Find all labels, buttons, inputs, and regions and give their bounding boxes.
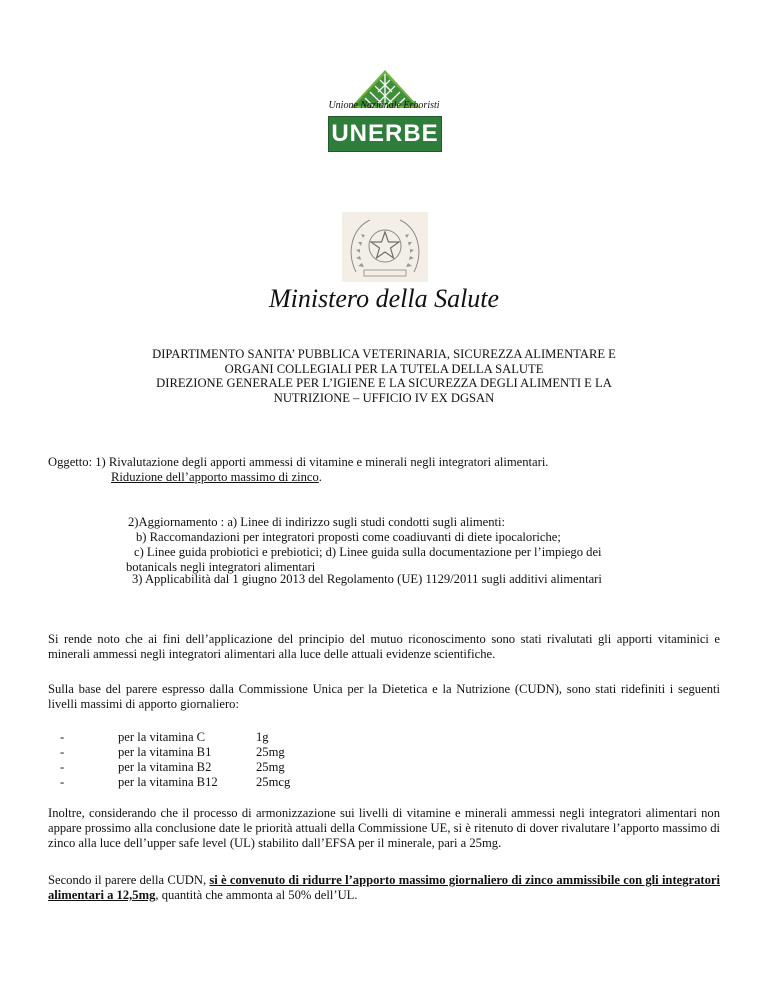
- subject-item-2-line: 2)Aggiornamento : a) Linee di indirizzo sugli studi condotti sugli alimenti:: [128, 515, 506, 529]
- department-line: ORGANI COLLEGIALI PER LA TUTELA DELLA SALUTE: [224, 361, 544, 376]
- vitamin-row: - per la vitamina C 1g: [60, 730, 316, 745]
- logo-caption: Unione Nazionale Erboristi: [328, 100, 440, 111]
- paragraph-2: Sulla base del parere espresso dalla Commissione Unica per la Dietetica e la Nutrizione (CUDN), sono stati ridefiniti i seguenti livelli massimi di apporto giornaliero:: [48, 682, 720, 711]
- department-line: DIREZIONE GENERALE PER L’IGIENE E LA SICUREZZA DEGLI ALIMENTI E LA: [156, 376, 612, 390]
- unerbe-logo: [320, 70, 450, 166]
- subject-line-1b: Riduzione dell’apporto massimo di zinco.: [111, 469, 322, 484]
- vitamin-list: [60, 730, 316, 790]
- vitamin-row: - per la vitamina B1 25mg: [60, 745, 316, 760]
- subject-item-3: 3) Applicabilità dal 1 giugno 2013 del Regolamento (UE) 1129/2011 sugli additivi alimentari: [132, 572, 602, 586]
- paragraph-3: Inoltre, considerando che il processo di armonizzazione sui livelli di vitamine e minerali ammessi negli integratori alimentari non appare prossimo alla conclusione date le priorità attuali della Commissione UE, si è ritenuto di dover rivalutare l’apporto massimo di zinco alla luce dell’upper safe level (UL) stabilito dall’EFSA per il minerale, pari a 25mg.: [48, 806, 720, 850]
- ministry-title: Ministero della Salute: [268, 284, 500, 313]
- vitamin-name: per la vitamina C: [118, 730, 206, 744]
- subject-item-2-line: botanicals negli integratori alimentari: [126, 560, 316, 574]
- subject-zinc-reduction: Riduzione dell’apporto massimo di zinco: [111, 469, 319, 484]
- paragraph-4: Secondo il parere della CUDN, si è convenuto di ridurre l’apporto massimo giornaliero di zinco ammissibile con gli integratori alimentari a 12,5mg, quantità che ammonta al 50% dell’UL.: [48, 873, 720, 902]
- vitamin-row: - per la vitamina B2 25mg: [60, 760, 316, 775]
- vitamin-row: - per la vitamina B12 25mcg: [60, 775, 316, 790]
- vitamin-name: per la vitamina B1: [118, 745, 212, 759]
- vitamin-value: 25mg: [256, 760, 285, 774]
- subject-block: [48, 455, 738, 484]
- department-line: NUTRIZIONE – UFFICIO IV EX DGSAN: [273, 390, 495, 405]
- vitamin-value: 25mcg: [256, 775, 291, 789]
- subject-item-2-line: b) Raccomandazioni per integratori proposti come coadiuvanti di diete ipocaloriche;: [136, 530, 561, 544]
- subject-line-1: Oggetto: 1) Rivalutazione degli apporti ammessi di vitamine e minerali negli integratori alimentari.: [48, 455, 549, 469]
- vitamin-name: per la vitamina B12: [118, 775, 218, 789]
- zinc-decision: si è convenuto di ridurre l’apporto massimo giornaliero di zinco ammissibile con gli integratori alimentari a 12,5mg: [48, 873, 720, 902]
- department-header: [100, 347, 668, 405]
- department-line: DIPARTIMENTO SANITA’ PUBBLICA VETERINARIA, SICUREZZA ALIMENTARE E: [152, 347, 616, 361]
- vitamin-name: per la vitamina B2: [118, 760, 212, 774]
- vitamin-value: 25mg: [256, 745, 285, 759]
- vitamin-value: 1g: [256, 730, 269, 744]
- logo-wordmark: UNERBE: [328, 116, 442, 152]
- paragraph-1: Si rende noto che ai fini dell’applicazione del principio del mutuo riconoscimento sono stati rivalutati gli apporti vitaminici e minerali ammessi negli integratori alimentari alla luce delle attuali evidenze scientifiche.: [48, 632, 720, 661]
- emblem-icon: [342, 212, 428, 282]
- subject-item-2: [128, 515, 728, 575]
- subject-item-2-line: c) Linee guida probiotici e prebiotici; d) Linee guida sulla documentazione per l’impiego dei: [134, 545, 602, 559]
